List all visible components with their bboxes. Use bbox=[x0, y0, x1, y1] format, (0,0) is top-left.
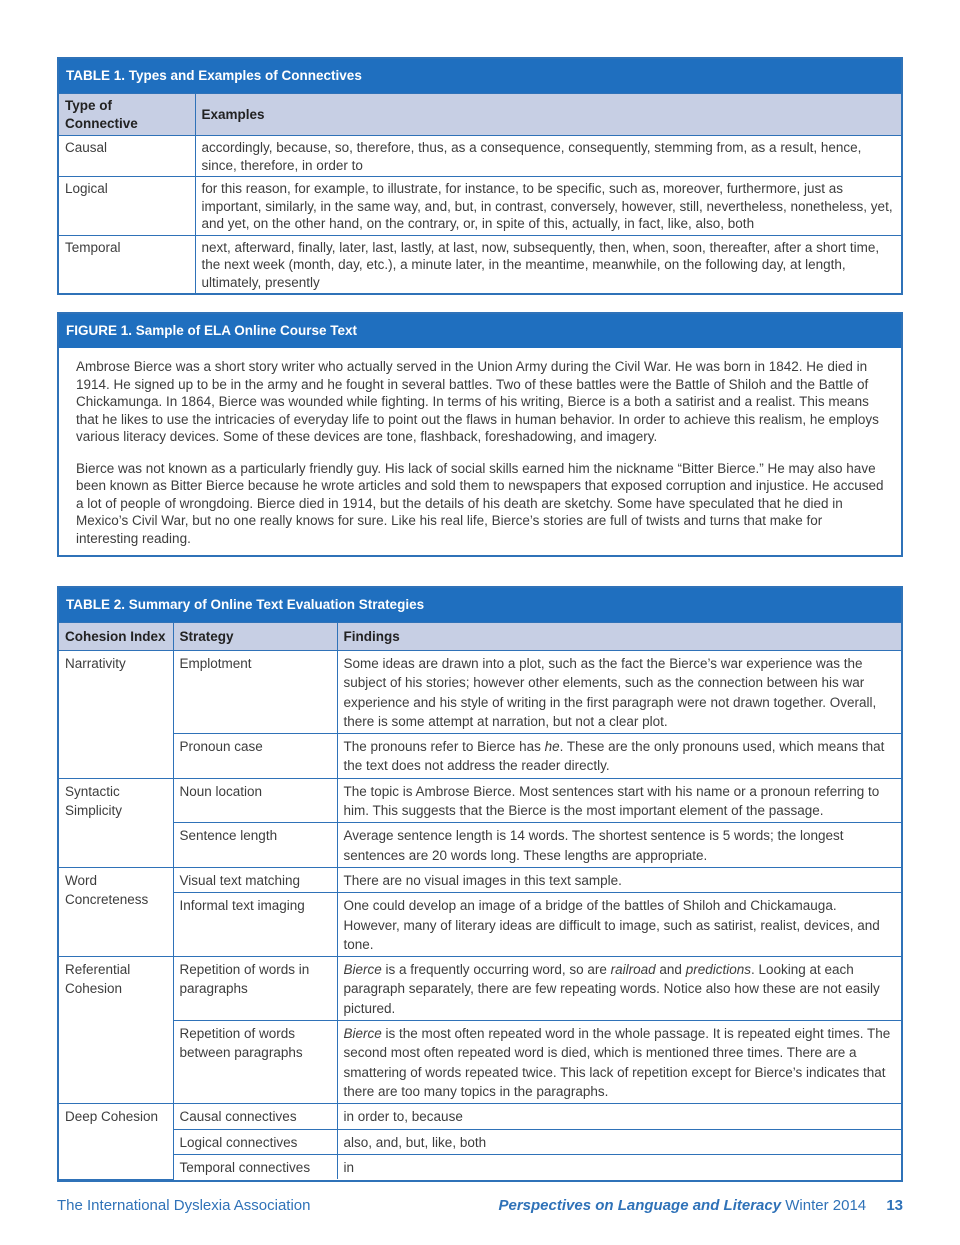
table-row bbox=[59, 957, 901, 1021]
table-row bbox=[59, 893, 901, 957]
table-row bbox=[59, 651, 901, 734]
connective-type: Temporal bbox=[59, 235, 195, 293]
cohesion-index: Word Concreteness bbox=[59, 867, 173, 956]
table-row bbox=[59, 1021, 901, 1104]
connective-examples: next, afterward, finally, later, last, lastly, at last, now, subsequently, then, when, soon, thereafter, after a short time, the next week (month, day, etc.), a minute later, in the meantime, meanwhile, on the following day, at length, ultimately, presently bbox=[195, 235, 901, 293]
findings: Average sentence length is 14 words. The shortest sentence is 5 words; the longest sentences are 20 words long. These lengths are appropriate. bbox=[337, 823, 901, 868]
table-row bbox=[59, 734, 901, 779]
findings: also, and, but, like, both bbox=[337, 1129, 901, 1154]
strategy: Sentence length bbox=[173, 823, 337, 868]
column-header-strategy: Strategy bbox=[173, 623, 337, 651]
findings: in order to, because bbox=[337, 1104, 901, 1129]
table-row bbox=[59, 1154, 901, 1179]
table1-title: TABLE 1. Types and Examples of Connectives bbox=[59, 59, 901, 93]
footer-journal: Perspectives on Language and Literacy bbox=[498, 1197, 782, 1214]
connectives-table bbox=[59, 93, 901, 293]
findings: The topic is Ambrose Bierce. Most sentences start with his name or a pronoun referring to him. This suggests that the Bierce is the most important element of the passage. bbox=[337, 778, 901, 823]
table-row bbox=[59, 823, 901, 868]
strategy: Repetition of words in paragraphs bbox=[173, 957, 337, 1021]
table2-box bbox=[57, 586, 903, 1182]
table-header-row bbox=[59, 623, 901, 651]
strategy: Visual text matching bbox=[173, 867, 337, 892]
footer-right bbox=[498, 1197, 903, 1214]
column-header-cohesion-index: Cohesion Index bbox=[59, 623, 173, 651]
findings: in bbox=[337, 1154, 901, 1179]
strategy: Noun location bbox=[173, 778, 337, 823]
table1-box bbox=[57, 57, 903, 295]
page-number: 13 bbox=[886, 1197, 903, 1214]
table-row bbox=[59, 778, 901, 823]
table2-title: TABLE 2. Summary of Online Text Evaluation Strategies bbox=[59, 588, 901, 622]
strategy: Repetition of words between paragraphs bbox=[173, 1021, 337, 1104]
strategy: Informal text imaging bbox=[173, 893, 337, 957]
cohesion-index: Deep Cohesion bbox=[59, 1104, 173, 1179]
cohesion-index: Syntactic Simplicity bbox=[59, 778, 173, 867]
strategy: Logical connectives bbox=[173, 1129, 337, 1154]
connective-examples: accordingly, because, so, therefore, thus, as a consequence, consequently, stemming from, as a result, hence, since, therefore, in order to bbox=[195, 136, 901, 177]
table-row bbox=[59, 235, 901, 293]
figure1-paragraph-1: Ambrose Bierce was a short story writer who actually served in the Union Army during the Civil War. He was born in 1842. He died in 1914. He signed up to be in the army and he fought in several battles. Two of these battles were the Battle of Shiloh and the Battle of Chickamunga. In 1864, Bierce was wounded while fighting. In terms of his writing, Bierce is a both a satirist and a realist. This means that he likes to use the intricacies of everyday life to point out the flaws in human behavior. In order to achieve this realism, he employs various literacy devices. Some of these devices are tone, flashback, foreshadowing, and imagery. bbox=[76, 359, 879, 444]
table-row bbox=[59, 1129, 901, 1154]
connective-type: Causal bbox=[59, 136, 195, 177]
figure1-title: FIGURE 1. Sample of ELA Online Course Text bbox=[59, 314, 901, 348]
figure1-text bbox=[59, 348, 901, 555]
evaluation-strategies-table bbox=[59, 622, 901, 1180]
findings: There are no visual images in this text sample. bbox=[337, 867, 901, 892]
findings: The pronouns refer to Bierce has he. These are the only pronouns used, which means that the text does not address the reader directly. bbox=[337, 734, 901, 779]
footer-issue: Winter 2014 bbox=[785, 1197, 867, 1214]
column-header-type: Type of Connective bbox=[59, 94, 195, 136]
table-header-row bbox=[59, 94, 901, 136]
cohesion-index: Referential Cohesion bbox=[59, 957, 173, 1104]
connective-examples: for this reason, for example, to illustrate, for instance, to be specific, such as, moreover, furthermore, just as important, similarly, in the same way, and, but, in contrast, conversely, however, still, nevertheless, nonetheless, yet, and yet, on the other hand, on the contrary, or, in spite of this, actually, in fact, like, also, both bbox=[195, 177, 901, 236]
findings: Bierce is the most often repeated word in the whole passage. It is repeated eight times. The second most often repeated word is died, which is mentioned three times. There are a smattering of words repeated twice. This lack of repetition except for Bierce’s indicates that there are too many topics in the paragraphs. bbox=[337, 1021, 901, 1104]
footer-organization: The International Dyslexia Association bbox=[57, 1197, 311, 1214]
cohesion-index: Narrativity bbox=[59, 651, 173, 779]
findings: Some ideas are drawn into a plot, such as the fact the Bierce’s war experience was the subject of his stories; however other elements, such as the connection between his war experience and his style of writing in the first paragraph were not drawn together. Overall, there is some attempt at narration, but not a clear plot. bbox=[337, 651, 901, 734]
findings: Bierce is a frequently occurring word, so are railroad and predictions. Looking at each paragraph separately, there are few repeating words. Notice also how these are not easily pictured. bbox=[337, 957, 901, 1021]
connective-type: Logical bbox=[59, 177, 195, 236]
strategy: Emplotment bbox=[173, 651, 337, 734]
table-row bbox=[59, 136, 901, 177]
strategy: Pronoun case bbox=[173, 734, 337, 779]
strategy: Temporal connectives bbox=[173, 1154, 337, 1179]
column-header-examples: Examples bbox=[195, 94, 901, 136]
figure1-box bbox=[57, 312, 903, 557]
table-row bbox=[59, 867, 901, 892]
strategy: Causal connectives bbox=[173, 1104, 337, 1129]
findings: One could develop an image of a bridge of the battles of Shiloh and Chickamauga. However, many of literary ideas are difficult to image, such as satirist, realist, devices, and tone. bbox=[337, 893, 901, 957]
figure1-paragraph-2: Bierce was not known as a particularly friendly guy. His lack of social skills earned him the nickname “Bitter Bierce.” He may also have been known as Bitter Bierce because he wrote articles and sold them to newspapers that exposed corruption and injustice. He accused a lot of people of wrongdoing. Bierce died in 1914, but the details of his death are sketchy. Some have speculated that he died in Mexico’s Civil War, but no one really knows for sure. Like his real life, Bierce’s stories are full of twists and turns that make for interesting reading. bbox=[76, 460, 884, 546]
table-row bbox=[59, 1104, 901, 1129]
table-row bbox=[59, 177, 901, 236]
column-header-findings: Findings bbox=[337, 623, 901, 651]
